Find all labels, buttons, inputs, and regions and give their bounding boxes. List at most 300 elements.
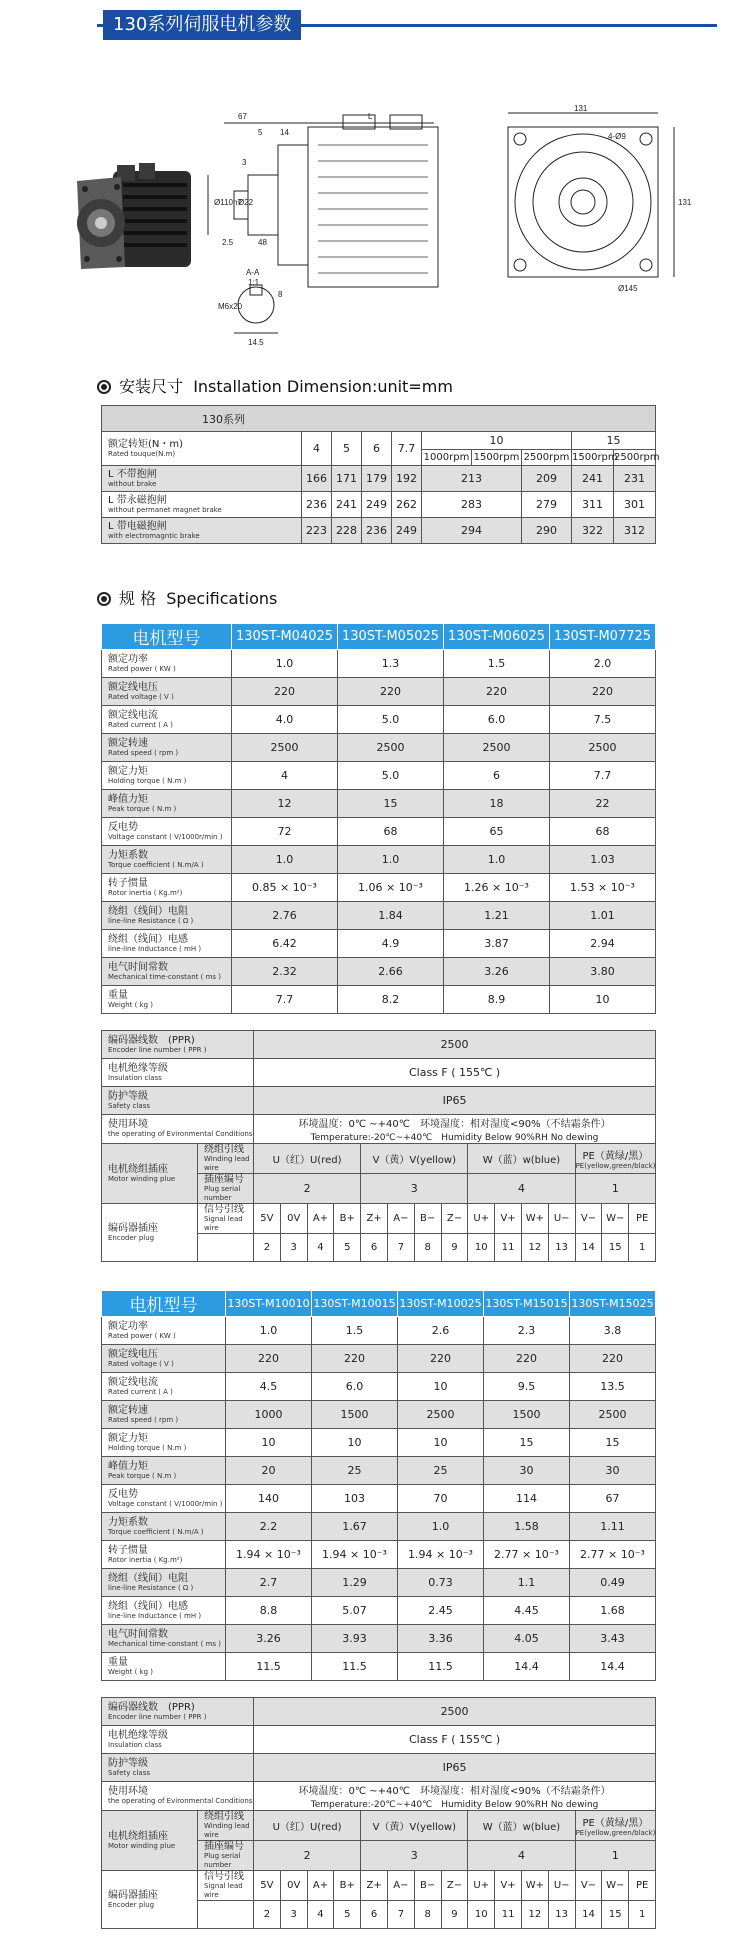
spec-value: 1.0 (226, 1317, 312, 1345)
pin-number: 11 (495, 1234, 522, 1262)
spec-row (102, 1485, 656, 1513)
spec-value: 30 (570, 1457, 656, 1485)
spec-label: 额定力矩 Holding torque ( N.m ) (102, 1429, 226, 1457)
spec-value: 2.66 (338, 958, 444, 986)
model-name: 130ST-M04025 (232, 624, 338, 650)
spec-value: 1.3 (338, 650, 444, 678)
spec-label: 额定线电流 Rated current ( A ) (102, 706, 232, 734)
pin-number: 3 (280, 1901, 307, 1929)
spec-label: 反电势 Voltage constant ( V/1000r/min ) (102, 818, 232, 846)
safety-value: IP65 (254, 1754, 656, 1782)
spec-value: 1.03 (550, 846, 656, 874)
plug-number: 1 (575, 1174, 656, 1204)
spec-label: 绕组（线间）电阻 line-line Resistance ( Ω ) (102, 1569, 226, 1597)
signal-name: U− (548, 1204, 575, 1234)
winding-plug-label: 电机绕组插座 Motor winding plue (102, 1144, 198, 1204)
spec-value: 1.94 × 10⁻³ (226, 1541, 312, 1569)
spec-label: 额定转速 Rated speed ( rpm ) (102, 1401, 226, 1429)
spec-label: 电气时间常数 Mechanical time-constant ( ms ) (102, 1625, 226, 1653)
spec-value: 140 (226, 1485, 312, 1513)
spec-row (102, 706, 656, 734)
encoder-plug-label: 编码器插座 Encoder plug (102, 1871, 198, 1929)
spec-value: 2.2 (226, 1513, 312, 1541)
spec-value: 10 (550, 986, 656, 1014)
spec-value: 11.5 (312, 1653, 398, 1681)
plug-number: 2 (254, 1174, 361, 1204)
pin-number: 7 (387, 1234, 414, 1262)
plug-number-label: 插座编号 Plug serial number (198, 1174, 254, 1204)
spec-label: 额定转速 Rated speed ( rpm ) (102, 734, 232, 762)
spec-label: 绕组（线间）电感 line-line Inductance ( mH ) (102, 930, 232, 958)
spec-label: 额定功率 Rated power ( KW ) (102, 650, 232, 678)
servo-motor-photo (73, 155, 201, 283)
spec-value: 1.0 (232, 650, 338, 678)
signal-name: A− (387, 1871, 414, 1901)
misc-label: 使用环境 the operating of Evironmental Conditions (102, 1115, 254, 1144)
plug-number: 3 (361, 1841, 468, 1871)
spec-label: 额定功率 Rated power ( KW ) (102, 1317, 226, 1345)
spec-value: 0.73 (398, 1569, 484, 1597)
spec-value: 14.4 (570, 1653, 656, 1681)
spec-value: 1.21 (444, 902, 550, 930)
spec-value: 6.42 (232, 930, 338, 958)
pin-number: 1 (629, 1901, 656, 1929)
spec-value: 25 (398, 1457, 484, 1485)
spec-value: 1.53 × 10⁻³ (550, 874, 656, 902)
spec-value: 1.84 (338, 902, 444, 930)
spec-value: 6 (444, 762, 550, 790)
signal-name: Z− (441, 1871, 468, 1901)
dim-label-5: 5 (258, 128, 263, 137)
signal-name: V− (575, 1871, 602, 1901)
spec-label: 力矩系数 Torque coefficient ( N.m/A ) (102, 1513, 226, 1541)
spec-value: 2.3 (484, 1317, 570, 1345)
signal-name: PE (629, 1871, 656, 1901)
spec-value: 18 (444, 790, 550, 818)
speed-cell: 1500rpm (472, 450, 522, 466)
spec-row (102, 1625, 656, 1653)
spec-value: 68 (338, 818, 444, 846)
spec-value: 6.0 (444, 706, 550, 734)
spec-value: 2.6 (398, 1317, 484, 1345)
spec-value: 220 (232, 678, 338, 706)
spec-value: 0.49 (570, 1569, 656, 1597)
spec-value: 2.77 × 10⁻³ (570, 1541, 656, 1569)
misc-label: 使用环境 the operating of Evironmental Conditions (102, 1782, 254, 1811)
signal-label: 信号引线 Signal lead wire (198, 1871, 254, 1901)
pin-number: 6 (361, 1901, 388, 1929)
model-label: 电机型号 (102, 1291, 226, 1317)
spec-row (102, 650, 656, 678)
speed-cell: 1000rpm (422, 450, 472, 466)
pin-number: 13 (548, 1234, 575, 1262)
spec-misc-table-2 (101, 1697, 656, 1929)
spec-value: 220 (484, 1345, 570, 1373)
pin-number: 12 (521, 1234, 548, 1262)
misc-label: 编码器线数 (PPR) Encoder line number ( PPR ) (102, 1031, 254, 1059)
spec-label: 转子惯量 Rotor inertia ( Kg.m²) (102, 874, 232, 902)
signal-name: V+ (495, 1204, 522, 1234)
spec-value: 1.0 (444, 846, 550, 874)
spec-value: 2.0 (550, 650, 656, 678)
signal-name: A+ (307, 1204, 334, 1234)
spec-row (102, 818, 656, 846)
spec-row (102, 678, 656, 706)
spec-value: 1500 (484, 1401, 570, 1429)
model-label: 电机型号 (102, 624, 232, 650)
dim-label-d145: Ø145 (618, 284, 638, 293)
pin-number: 8 (414, 1901, 441, 1929)
spec-value: 220 (312, 1345, 398, 1373)
spec-value: 2.32 (232, 958, 338, 986)
spec-value: 1.0 (232, 846, 338, 874)
pin-number: 14 (575, 1901, 602, 1929)
signal-name: 5V (254, 1204, 281, 1234)
spec-row (102, 1653, 656, 1681)
spec-value: 220 (338, 678, 444, 706)
model-name: 130ST-M06025 (444, 624, 550, 650)
spec-value: 1.68 (570, 1597, 656, 1625)
spec-value: 65 (444, 818, 550, 846)
radio-bullet-icon (97, 380, 111, 394)
signal-name: B− (414, 1871, 441, 1901)
installation-section-title: 安装尺寸 Installation Dimension:unit=mm (97, 376, 453, 398)
spec-value: 1.26 × 10⁻³ (444, 874, 550, 902)
speed-cell: 2500rpm (614, 450, 656, 466)
spec-row (102, 986, 656, 1014)
spec-value: 1.06 × 10⁻³ (338, 874, 444, 902)
series-title: 130系列 (102, 406, 656, 432)
spec-value: 1.11 (570, 1513, 656, 1541)
encoder-value: 2500 (254, 1031, 656, 1059)
phase-pe: PE（黄绿/黑） PE(yellow,green/black) (575, 1811, 656, 1841)
torque-label: 额定转矩(N・m) Rated touque(N.m) (102, 432, 302, 466)
spec-value: 4.05 (484, 1625, 570, 1653)
phase-w: W（蓝）w(blue) (468, 1811, 575, 1841)
plug-number: 3 (361, 1174, 468, 1204)
spec-value: 10 (398, 1373, 484, 1401)
model-name: 130ST-M10015 (312, 1291, 398, 1317)
spec-value: 220 (398, 1345, 484, 1373)
spec-value: 2.7 (226, 1569, 312, 1597)
winding-plug-label: 电机绕组插座 Motor winding plue (102, 1811, 198, 1871)
spec-label: 峰值力矩 Peak torque ( N.m ) (102, 1457, 226, 1485)
signal-name: W+ (521, 1871, 548, 1901)
spec-value: 7.7 (550, 762, 656, 790)
spec-row (102, 1317, 656, 1345)
spec-label: 反电势 Voltage constant ( V/1000r/min ) (102, 1485, 226, 1513)
misc-label: 编码器线数 (PPR) Encoder line number ( PPR ) (102, 1698, 254, 1726)
spec-value: 1.5 (444, 650, 550, 678)
model-name: 130ST-M15015 (484, 1291, 570, 1317)
spec-value: 25 (312, 1457, 398, 1485)
pin-number: 8 (414, 1234, 441, 1262)
spec-value: 5.0 (338, 706, 444, 734)
model-name: 130ST-M05025 (338, 624, 444, 650)
phase-u: U（红）U(red) (254, 1811, 361, 1841)
speed-cell: 2500rpm (522, 450, 572, 466)
pin-number: 4 (307, 1901, 334, 1929)
signal-name: U+ (468, 1871, 495, 1901)
spec-value: 8.8 (226, 1597, 312, 1625)
spec-value: 20 (226, 1457, 312, 1485)
spec-value: 15 (338, 790, 444, 818)
spec-row (102, 902, 656, 930)
pin-number: 1 (629, 1234, 656, 1262)
signal-name: 5V (254, 1871, 281, 1901)
dim-label-14-5: 14.5 (248, 338, 264, 347)
spec-value: 10 (398, 1429, 484, 1457)
spec-value: 0.85 × 10⁻³ (232, 874, 338, 902)
spec-value: 220 (550, 678, 656, 706)
misc-label: 电机绝缘等级 Insulation class (102, 1726, 254, 1754)
spec-value: 114 (484, 1485, 570, 1513)
signal-label: 信号引线 Signal lead wire (198, 1204, 254, 1234)
dimension-drawing (214, 104, 698, 355)
pin-number: 5 (334, 1234, 361, 1262)
spec-row (102, 1457, 656, 1485)
spec-value: 1.58 (484, 1513, 570, 1541)
spec-value: 2.45 (398, 1597, 484, 1625)
spec-value: 10 (226, 1429, 312, 1457)
spec-value: 220 (570, 1345, 656, 1373)
pin-number: 11 (495, 1901, 522, 1929)
dim-label-4-d9: 4-Ø9 (608, 132, 626, 141)
pin-number: 15 (602, 1234, 629, 1262)
spec-value: 3.43 (570, 1625, 656, 1653)
dim-label-67: 67 (238, 112, 247, 121)
spec-table-2 (101, 1290, 656, 1681)
dim-label-8: 8 (278, 290, 283, 299)
spec-value: 8.9 (444, 986, 550, 1014)
spec-value: 1.67 (312, 1513, 398, 1541)
spec-label: 额定线电流 Rated current ( A ) (102, 1373, 226, 1401)
signal-name: Z+ (361, 1204, 388, 1234)
spec-value: 70 (398, 1485, 484, 1513)
pin-number: 3 (280, 1234, 307, 1262)
spec-label: 额定线电压 Rated voltage ( V ) (102, 678, 232, 706)
dim-label-131-top: 131 (574, 104, 588, 113)
spec-label: 转子惯量 Rotor inertia ( Kg.m²) (102, 1541, 226, 1569)
spec-value: 4 (232, 762, 338, 790)
spec-row (102, 846, 656, 874)
signal-name: U− (548, 1871, 575, 1901)
torque-cell: 15 (572, 432, 656, 450)
model-name: 130ST-M15025 (570, 1291, 656, 1317)
header-bar (97, 10, 717, 40)
dim-label-d22: Ø22 (238, 198, 254, 207)
pin-number: 9 (441, 1234, 468, 1262)
spec-value: 2.77 × 10⁻³ (484, 1541, 570, 1569)
spec-row (102, 1401, 656, 1429)
spec-value: 3.26 (444, 958, 550, 986)
spec-value: 1.94 × 10⁻³ (398, 1541, 484, 1569)
spec-value: 1.1 (484, 1569, 570, 1597)
spec-row (102, 734, 656, 762)
spec-label: 绕组（线间）电感 line-line Inductance ( mH ) (102, 1597, 226, 1625)
dim-label-aa: A-A (246, 268, 260, 277)
spec-value: 1.5 (312, 1317, 398, 1345)
insulation-value: Class F ( 155℃ ) (254, 1726, 656, 1754)
spec-value: 1.0 (338, 846, 444, 874)
spec-value: 7.5 (550, 706, 656, 734)
spec-value: 2500 (550, 734, 656, 762)
misc-label: 电机绝缘等级 Insulation class (102, 1059, 254, 1087)
spec-value: 9.5 (484, 1373, 570, 1401)
spec-label: 绕组（线间）电阻 line-line Resistance ( Ω ) (102, 902, 232, 930)
spec-row (102, 1569, 656, 1597)
safety-value: IP65 (254, 1087, 656, 1115)
page-title: 130系列伺服电机参数 (103, 10, 301, 40)
torque-cell: 7.7 (392, 432, 422, 466)
spec-value: 12 (232, 790, 338, 818)
spec-value: 1.01 (550, 902, 656, 930)
table-row: L 带永磁抱闸 without permanet magnet brake 236 241 249 262 283 279 311 301 (102, 492, 656, 518)
spec-value: 103 (312, 1485, 398, 1513)
spec-row (102, 1541, 656, 1569)
pin-number: 10 (468, 1901, 495, 1929)
spec-table-1 (101, 623, 656, 1014)
signal-name: B− (414, 1204, 441, 1234)
spec-row (102, 762, 656, 790)
spec-value: 5.0 (338, 762, 444, 790)
pin-number: 13 (548, 1901, 575, 1929)
pin-number: 9 (441, 1901, 468, 1929)
pin-number: 10 (468, 1234, 495, 1262)
signal-name: W− (602, 1871, 629, 1901)
spec-value: 2500 (570, 1401, 656, 1429)
pin-spacer (198, 1234, 254, 1262)
pin-number: 14 (575, 1234, 602, 1262)
spec-row (102, 1513, 656, 1541)
spec-row (102, 1373, 656, 1401)
spec-value: 3.8 (570, 1317, 656, 1345)
signal-name: V− (575, 1204, 602, 1234)
spec-value: 1.0 (398, 1513, 484, 1541)
phase-v: V（黄）V(yellow) (361, 1811, 468, 1841)
spec-row (102, 1345, 656, 1373)
dim-label-3: 3 (242, 158, 247, 167)
spec-label: 峰值力矩 Peak torque ( N.m ) (102, 790, 232, 818)
plug-number-label: 插座编号 Plug serial number (198, 1841, 254, 1871)
torque-cell: 4 (302, 432, 332, 466)
spec-value: 11.5 (226, 1653, 312, 1681)
spec-row (102, 930, 656, 958)
spec-value: 4.0 (232, 706, 338, 734)
spec-value: 4.45 (484, 1597, 570, 1625)
torque-cell: 5 (332, 432, 362, 466)
installation-dimension-table (101, 405, 660, 544)
insulation-value: Class F ( 155℃ ) (254, 1059, 656, 1087)
phase-w: W（蓝）w(blue) (468, 1144, 575, 1174)
spec-value: 220 (444, 678, 550, 706)
spec-value: 30 (484, 1457, 570, 1485)
phase-u: U（红）U(red) (254, 1144, 361, 1174)
dim-label-48: 48 (258, 238, 267, 247)
spec-value: 1000 (226, 1401, 312, 1429)
spec-value: 4.9 (338, 930, 444, 958)
signal-name: PE (629, 1204, 656, 1234)
environment-value: 环境温度：0℃ ~+40℃ 环境湿度：相对湿度<90%（不结霜条件） Temperature:-20℃~+40℃ Humidity Below 90%RH No dewing (254, 1115, 656, 1144)
spec-value: 15 (570, 1429, 656, 1457)
spec-label: 重量 Weight ( kg ) (102, 986, 232, 1014)
spec-value: 67 (570, 1485, 656, 1513)
spec-value: 220 (226, 1345, 312, 1373)
model-name: 130ST-M10010 (226, 1291, 312, 1317)
signal-name: A+ (307, 1871, 334, 1901)
dim-label-131-side: 131 (678, 198, 692, 207)
spec-row (102, 1597, 656, 1625)
spec-value: 15 (484, 1429, 570, 1457)
spec-value: 5.07 (312, 1597, 398, 1625)
pin-number: 2 (254, 1234, 281, 1262)
pin-number: 5 (334, 1901, 361, 1929)
radio-bullet-icon (97, 592, 111, 606)
signal-name: B+ (334, 1204, 361, 1234)
spec-value: 68 (550, 818, 656, 846)
pin-number: 6 (361, 1234, 388, 1262)
dim-label-scale: 1:1 (248, 278, 260, 287)
spec-value: 2.94 (550, 930, 656, 958)
spec-row (102, 790, 656, 818)
plug-number: 1 (575, 1841, 656, 1871)
spec-value: 7.7 (232, 986, 338, 1014)
pin-number: 7 (387, 1901, 414, 1929)
spec-value: 3.93 (312, 1625, 398, 1653)
spec-label: 额定力矩 Holding torque ( N.m ) (102, 762, 232, 790)
spec-label: 额定线电压 Rated voltage ( V ) (102, 1345, 226, 1373)
plug-number: 4 (468, 1174, 575, 1204)
spec-value: 3.36 (398, 1625, 484, 1653)
signal-name: W− (602, 1204, 629, 1234)
dim-label-m6: M6x20 (218, 302, 243, 311)
spec-value: 13.5 (570, 1373, 656, 1401)
encoder-value: 2500 (254, 1698, 656, 1726)
spec-label: 电气时间常数 Mechanical time-constant ( ms ) (102, 958, 232, 986)
phase-pe: PE（黄绿/黑） PE(yellow,green/black) (575, 1144, 656, 1174)
spec-row (102, 874, 656, 902)
plug-number: 2 (254, 1841, 361, 1871)
spec-label: 力矩系数 Torque coefficient ( N.m/A ) (102, 846, 232, 874)
table-row: L 带电磁抱闸 with electromagntic brake 223 228 236 249 294 290 322 312 (102, 518, 656, 544)
pin-number: 15 (602, 1901, 629, 1929)
spec-value: 72 (232, 818, 338, 846)
dim-label-2-5: 2.5 (222, 238, 234, 247)
torque-cell: 10 (422, 432, 572, 450)
spec-value: 2500 (444, 734, 550, 762)
dim-label-14: 14 (280, 128, 289, 137)
encoder-plug-label: 编码器插座 Encoder plug (102, 1204, 198, 1262)
spec-value: 3.87 (444, 930, 550, 958)
model-name: 130ST-M10025 (398, 1291, 484, 1317)
spec-value: 2500 (232, 734, 338, 762)
spec-value: 11.5 (398, 1653, 484, 1681)
speed-cell: 1500rpm (572, 450, 614, 466)
pin-number: 2 (254, 1901, 281, 1929)
signal-name: 0V (280, 1204, 307, 1234)
environment-value: 环境温度：0℃ ~+40℃ 环境湿度：相对湿度<90%（不结霜条件） Temperature:-20℃~+40℃ Humidity Below 90%RH No dewing (254, 1782, 656, 1811)
misc-label: 防护等级 Safety class (102, 1087, 254, 1115)
spec-value: 4.5 (226, 1373, 312, 1401)
winding-wire-label: 绕组引线 Winding lead wire (198, 1811, 254, 1841)
winding-wire-label: 绕组引线 Winding lead wire (198, 1144, 254, 1174)
spec-value: 8.2 (338, 986, 444, 1014)
signal-name: Z− (441, 1204, 468, 1234)
signal-name: Z+ (361, 1871, 388, 1901)
spec-misc-table-1 (101, 1030, 656, 1262)
specifications-section-title: 规 格 Specifications (97, 588, 277, 610)
signal-name: B+ (334, 1871, 361, 1901)
